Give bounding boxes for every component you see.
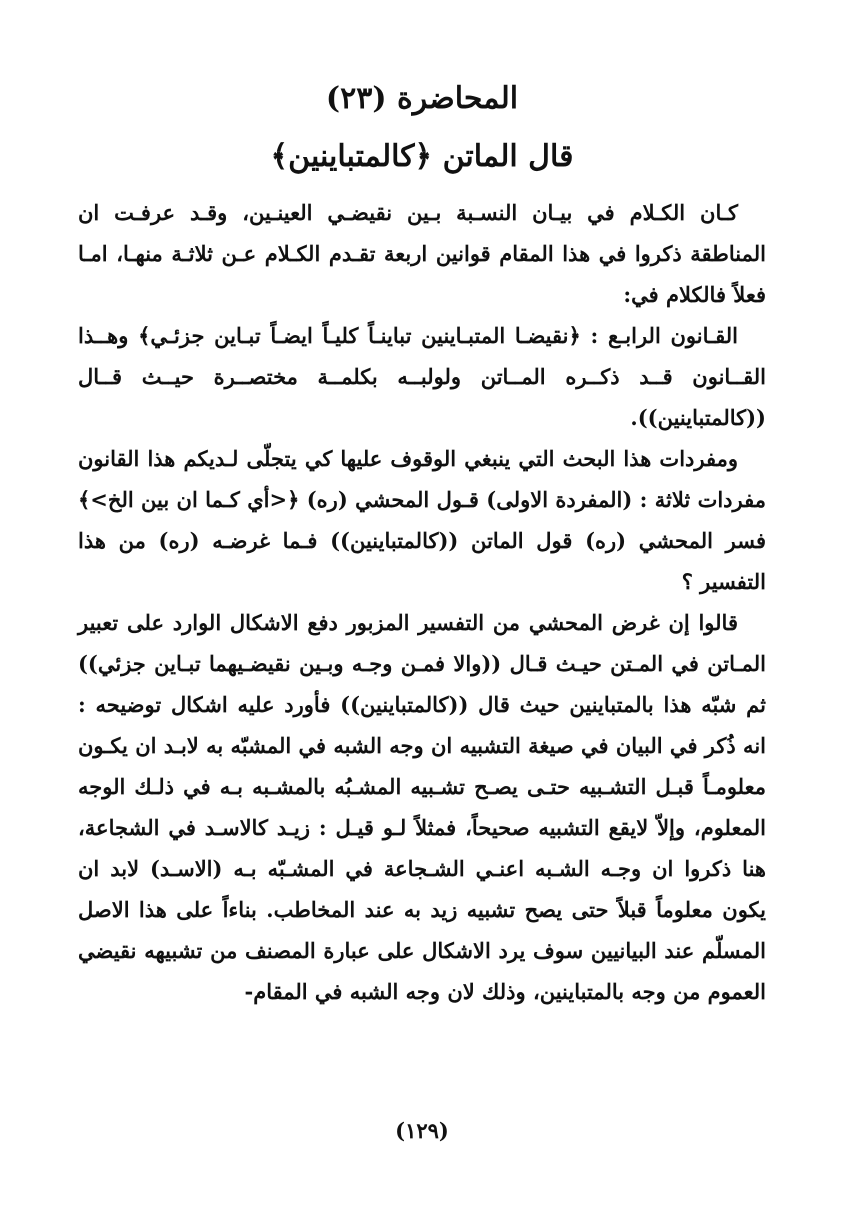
page-number: (١٢٩) [395, 1118, 449, 1143]
document-page [78, 70, 766, 1190]
paragraph-3: ومفردات هذا البحث التي ينبغي الوقوف عليها كي يتجلّى لـديكم هذا القانون مفردات ثلاثة : (المفردة الاولى) قـول المحشي (ره) ﴿<أي كـما ان بين الخ>﴾ فسر المحشي (ره) قول الماتن ((كالمتباينين)) فـما غرضـه (ره) من هذا التفسير ؟ [78, 446, 766, 594]
paragraph-1: كـان الكـلام في بيـان النسـبة بـين نقيضـي العينـين، وقـد عرفـت ان المناطقة ذكروا في هذا المقام قوانين اربعة تقـدم الكـلام عـن ثلاثـة منهـا، امـا فعلاً فالكلام في: [78, 200, 766, 307]
lecture-title: المحاضرة (٢٣) [325, 81, 519, 116]
paragraph-4: قالوا إن غرض المحشي من التفسير المزبور دفع الاشكال الوارد على تعبير المـاتن في المـتن حيـث قـال ((والا فمـن وجـه وبـين نقيضـيهما تبـاين جزئي)) ثم شبّه هذا بالمتباينين حيث قال ((كالمتباينين)) فأورد عليه اشكال توضيحه : انه ذُكر في البيان في صيغة التشبيه ان وجه الشبه في المشبّه به لابـد ان يكـون معلومـاً قبـل التشـبيه حتـى يصـح تشـبيه المشـبُه بالمشـبه بـه في ذلـك الوجه المعلوم، وإلاّ لايقع التشبيه صحيحاً، فمثلاً لـو قيـل : زيـد كالاسـد في الشجاعة، هنا ذكروا ان وجـه الشـبه اعنـي الشـجاعة في المشـبّه بـه (الاسـد) لابد ان يكون معلوماً قبلاً حتى يصح تشبيه زيد به عند المخاطب. بناءاً على هذا الاصل المسلّم عند البيانيين سوف يرد الاشكال على عبارة المصنف من تشبيهه نقيضي العموم من وجه بالمتباينين، وذلك لان وجه الشبه في المقام- [78, 610, 766, 1004]
section-title: قال الماتن ﴿كالمتباينين﴾ [270, 139, 574, 174]
paragraph-2: القـانون الرابـع : ﴿نقيضـا المتبـاينين تباينـاً كليـاً ايضـاً تبـاين جزئـي﴾ وهــذا القــانون قــد ذكــره المــاتن ولولبــه بكلمــة مختصــرة حيــث قــال ((كالمتباينين)). [78, 323, 766, 430]
